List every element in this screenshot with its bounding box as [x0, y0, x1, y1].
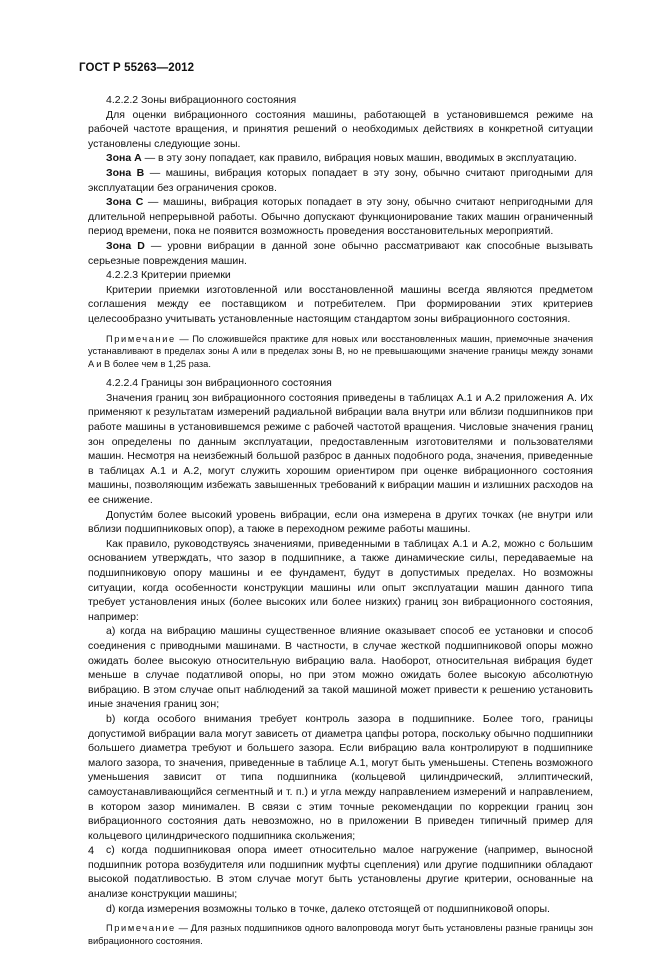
- paragraph-acceptance-criteria: Критерии приемки изготовленной или восстановленной машины всегда являются предметом соглашения между ее поставщиком и потребителем. При формировании этих критериев целесообразно учитывать установленные настоящим стандартом зоны вибрационного состояния.: [88, 283, 593, 325]
- page-number: 4: [88, 845, 95, 857]
- zone-b-label: Зона B: [106, 166, 145, 179]
- zone-d-label: Зона D: [106, 239, 145, 252]
- list-item-a: а) когда на вибрацию машины существенное влияние оказывает способ ее установки и способ соединения с приводными машинами. В частности, в случае жесткой подшипниковой опоры можно ожидать более высокую относительную вибрацию вала. Наоборот, относительная вибрация будет меньше в случае податливой опоры, но при этом можно ожидать более высокую абсолютную вибрацию. В этом случае опыт наблюдений за такой машиной может привести к решению установить иные значения границ зон;: [88, 625, 593, 711]
- standard-header: ГОСТ Р 55263—2012: [79, 62, 195, 74]
- paragraph-zone-a: [88, 151, 593, 166]
- section-heading-4223: 4.2.2.3 Критерии приемки: [106, 269, 231, 282]
- zone-b-text: — машины, вибрация которых попадает в эту зону, обычно считают пригодными для эксплуатации без ограничения сроков.: [88, 166, 593, 194]
- note-acceptance: [88, 333, 593, 371]
- list-item-d: d) когда измерения возможны только в точке, далеко отстоящей от подшипниковой опоры.: [106, 902, 550, 915]
- document-body: [88, 93, 593, 953]
- zone-c-text: — машины, вибрация которых попадает в эту зону, обычно считают непригодными для длительной непрерывной работы. Обычно допускают функционирование таких машин ограниченный период времени, пока не появится возможность проведения восстановительных мероприятий.: [88, 196, 593, 238]
- list-item-b: b) когда особого внимания требует контроль зазора в подшипнике. Более того, границы допустимой вибрации вала могут зависеть от диаметра цапфы ротора, поскольку обычно подшипники большего диаметра требуют и большего зазора. Если вибрацию вала контролируют в подшипнике малого зазора, то значения, приведенные в таблице A.1, могут быть уменьшены. Степень возможного уменьшения зависит от типа подшипника (кольцевой цилиндрический, эллиптический, самоустанавливающийся сегментный и т. п.) и угла между направлением измерений и направлением, в котором зазор минимален. В связи с этим точные рекомендации по коррекции границ зон вибрационного состояния дать невозможно, но в приложении B приведен типичный пример для кольцевого цилиндрического подшипника скольжения;: [88, 712, 593, 842]
- paragraph-zone-c: [88, 195, 593, 239]
- note-label: Примечание: [106, 923, 176, 934]
- note-text: — По сложившейся практике для новых или восстановленных машин, приемочные значения устанавливают в пределах зоны A или в пределах зоны B, но не превышающими значение границы между зонами A и B более чем в 1,25 раза.: [88, 333, 593, 369]
- zone-a-text: — в эту зону попадает, как правило, вибрация новых машин, вводимых в эксплуатацию.: [141, 152, 577, 165]
- zone-a-label: Зона A: [106, 152, 142, 165]
- paragraph-zone-d: [88, 239, 593, 268]
- zone-d-text: — уровни вибрации в данной зоне обычно рассматривают как способные вызывать серьезные повреждения машин.: [88, 239, 593, 267]
- note-label: Примечание: [106, 333, 176, 344]
- paragraph-boundaries-1: Значения границ зон вибрационного состояния приведены в таблицах A.1 и A.2 приложения A. Их применяют к результатам измерений радиальной вибрации вала внутри или вблизи подшипников при работе машины в установившемся режиме с рабочей частотой вращения. Числовые значения границ зон определены по данным эксплуатации, предоставленным изготовителями и пользователями машин. Несмотря на неизбежный большой разброс в данных подобного рода, значения, приведенные в таблицах A.1 и A.2, могут служить хорошим ориентиром при оценке вибрационного состояния машины, позволяющим избежать завышенных требований к вибрации машин и излишних расходов на ее снижение.: [88, 391, 593, 507]
- section-heading-4222: 4.2.2.2 Зоны вибрационного состояния: [106, 94, 297, 106]
- zone-c-label: Зона C: [106, 196, 144, 209]
- section-heading-4224: 4.2.2.4 Границы зон вибрационного состояния: [106, 377, 332, 390]
- paragraph-zones-intro: Для оценки вибрационного состояния машины, работающей в установившемся режиме на рабочей частоте вращения, и принятия решений о необходимых действиях в конкретной ситуации установлены следующие зоны.: [88, 108, 593, 150]
- note-text: — Для разных подшипников одного валопровода могут быть установлены разные границы зон вибрационного состояния.: [88, 923, 593, 946]
- list-item-c: c) когда подшипниковая опора имеет относительно малое нагружение (например, выносной подшипник ротора возбудителя или подшипник муфты сцепления) или другие подшипники обладают высокой податливостью. В этом случае могут быть установлены другие критерии, основанные на анализе конструкции машины;: [88, 844, 593, 901]
- paragraph-boundaries-3: Как правило, руководствуясь значениями, приведенными в таблицах A.1 и A.2, можно с большим основанием утверждать, что зазор в подшипнике, а также динамические силы, передаваемые на подшипниковую опору машины и ее фундамент, будут в допустимых пределах. Но возможны ситуации, когда особенности конструкции машины или опыт эксплуатации машин данного типа требует установления иных (более высоких или более низких) границ зон вибрационного состояния, например:: [88, 537, 593, 623]
- paragraph-boundaries-2: Допусти́м более высокий уровень вибрации, если она измерена в других точках (не внутри или вблизи подшипниковых опор), а также в переходном режиме работы машины.: [88, 508, 593, 536]
- paragraph-zone-b: [88, 166, 593, 195]
